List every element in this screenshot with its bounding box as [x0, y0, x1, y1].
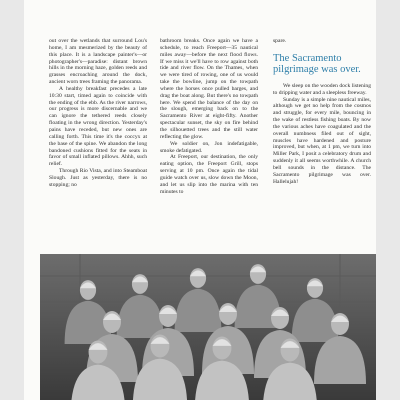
paragraph: bathroom breaks. Once again we have a schedule, to reach Freeport—35 nautical miles away—before the next flood flows. If we miss it we'll have to row against both tide and river flow. On the Thames, when we were tired of rowing, one of us would take the bowline, jump on the towpath where the horses once pulled barges, and drag the boat along. But there's no towpath here. We spend the balance of the day on the slough, emerging back on to the Sacramento River at eight-fifty. Another spectacular sunset, the sky on fire behind the silhouetted trees and the still water reflecting the glow. [160, 38, 258, 140]
article-column-2 [160, 38, 258, 195]
paragraph: A healthy breakfast precedes a late 10:30 start, timed again to coincide with the ending of the ebb. As the river narrows, our progress is more discernable and we can ignore the tethered reeds closely floating in the wrong direction. Yesterday's pains have receded, but new ones are calling forth. This time it's the coccyx at the base of the spine. We abandon the long bandoned cushions fitted for the seats in favor of small inflated pillows. Ahhh, such relief. [49, 85, 147, 168]
article-column-1 [49, 38, 147, 189]
group-photo-image [40, 254, 376, 400]
paragraph: At Freeport, our destination, the only eating option, the Freeport Grill, stops serving at 10 pm. Once again the tidal guide watch over us, slow down the Moon, and let us slip into the marina with ten minutes to [160, 154, 258, 195]
article-column-3 [273, 38, 371, 186]
pull-heading: The Sacramento pilgrimage was over. [273, 52, 361, 76]
paragraph: We sleep on the wooden dock listening to dripping water and a sleepless freeway. [273, 82, 371, 96]
group-photo [40, 254, 376, 400]
paragraph: Sunday is a simple nine nautical miles, although we get no help from the cosmos and struggle, for every mile, bouncing in the wake of restless fishing boats. By now the various aches have coagulated and the overall numbness filed out of sight, muscles have hardened and posture improved, but when, at 1 pm, we turn into Miller Park, I posit a celebratory drum and suddenly it all seems worthwhile. A church bell sounds in the distance. The Sacramento pilgrimage was over. Hallelujah! [273, 96, 371, 185]
paragraph: spare. [273, 38, 287, 44]
paragraph: Through Rio Vista, and into Steamboat Slough. Just as yesterday, there is no stopping; no [49, 168, 147, 188]
paragraph: We soldier on, Jon indefatigable, smoke defatigated. [160, 140, 258, 154]
magazine-page [24, 0, 376, 400]
paragraph: out over the wetlands that surround Lou's home, I am mesmerized by the beauty of this place. It is a landscape painter's—or photographer's—paradise: distant brown hills in the morning haze, golden reeds and grasses encroaching around the dock, ancient worn trees framing the panorama. [49, 38, 147, 86]
